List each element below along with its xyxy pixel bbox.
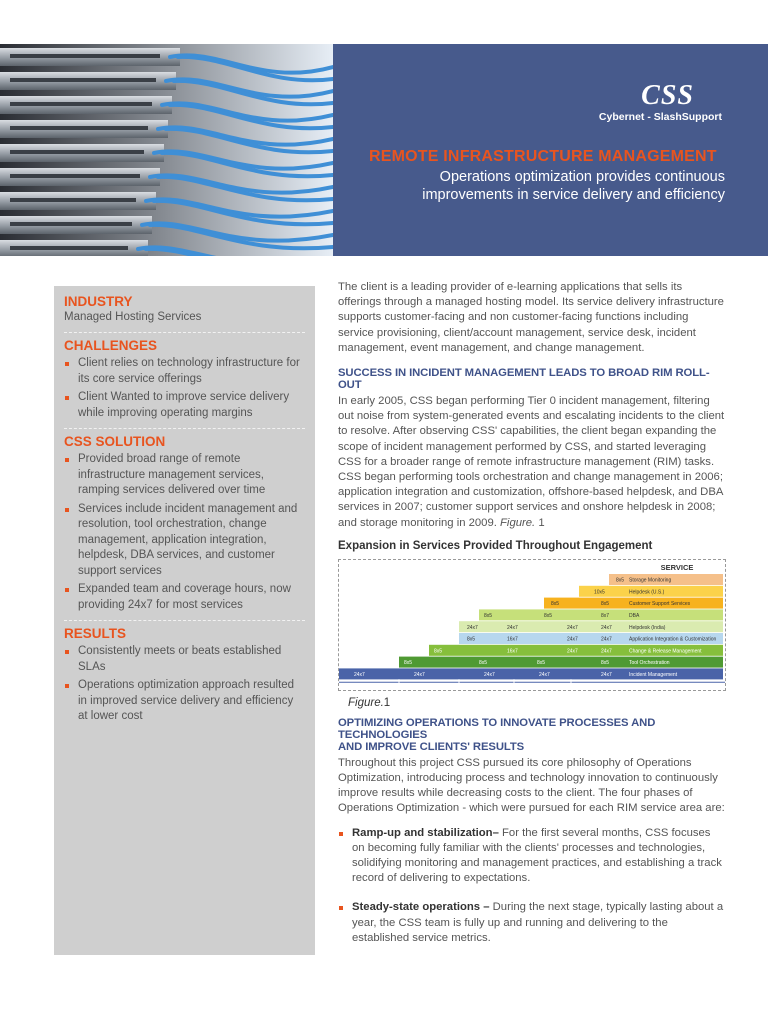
coverage-label: 8x5	[404, 660, 413, 667]
section2-heading-line-2: AND IMPROVE CLIENTS' RESULTS	[338, 740, 525, 753]
subtitle-line-1: Operations optimization provides continuous	[439, 169, 725, 185]
section2-heading	[338, 717, 726, 753]
server-slot	[10, 150, 144, 154]
server-slot	[10, 126, 148, 130]
subtitle-line-2: improvements in service delivery and efficiency	[422, 187, 725, 203]
phases-list	[338, 826, 726, 946]
figure-caption-word: Figure.	[348, 696, 384, 709]
chart-bar	[459, 621, 723, 632]
coverage-label: 24x7	[484, 671, 495, 678]
challenges-heading: CHALLENGES	[64, 338, 158, 353]
phase-title: Ramp-up and stabilization–	[352, 826, 499, 839]
coverage-label: 24x7	[507, 624, 518, 631]
intro-paragraph: The client is a leading provider of e-learning applications that sells its offerings through a managed hosting model. Its service delivery infrastructure supports customer-facing and non customer-facing functions including service provisioning, client/account management, service desk, incident management, event management, and change management.	[338, 281, 724, 354]
service-label: DBA	[629, 612, 640, 619]
figure-caption-num: 1	[383, 696, 391, 709]
figure-ref-word: Figure.	[500, 516, 536, 529]
server-slot	[10, 246, 128, 250]
service-expansion-chart	[338, 559, 726, 691]
coverage-label: 8x5	[551, 601, 560, 608]
server-slot	[10, 78, 156, 82]
results-list	[64, 644, 305, 725]
challenges-list	[64, 356, 305, 421]
list-item	[338, 900, 726, 946]
coverage-label: 24x7	[567, 636, 578, 643]
coverage-label: 8x7	[601, 612, 610, 619]
coverage-label: 8x5	[467, 636, 476, 643]
section1-text: In early 2005, CSS began performing Tier 0 incident management, filtering out noise from system-generated events and escalating incidents to the client to resolve. After observing CSS' capabilities, the client began expanding the scope of incident management performed by CSS, and started leveraging CSS for a broader range of remote infrastructure management (RIM) tasks. CSS began performing tools orchestration and change management in 2006; application integration and customization, offshore-based helpdesk, and DBA services in 2007; customer support services and onshore helpdesk in 2008; and storage monitoring in 2009.	[338, 395, 725, 529]
service-label: Customer Support Services	[629, 601, 691, 608]
page-title: REMOTE INFRASTRUCTURE MANAGEMENT	[369, 148, 717, 165]
phase-title: Steady-state operations –	[352, 901, 490, 914]
coverage-label: 24x7	[414, 671, 425, 678]
divider	[64, 428, 305, 429]
section2-paragraph: Throughout this project CSS pursued its core philosophy of Operations Optimization, introducing process and technology innovation to continuously improve results while decreasing costs to the client. The four phases of Operations Optimization - which were pursued for each RIM service area are:	[338, 756, 725, 815]
coverage-label: 8x5	[601, 660, 610, 667]
server-slot	[10, 102, 152, 106]
hero-banner	[0, 44, 768, 256]
figure-ref-num: 1	[538, 516, 545, 529]
list-item: Client relies on technology infrastructure for its core service offerings	[64, 356, 305, 387]
coverage-label: 8x5	[544, 612, 553, 619]
service-label: Application Integration & Customization	[629, 636, 717, 643]
logo-tagline: Cybernet - SlashSupport	[598, 111, 722, 123]
page-subtitle	[333, 168, 725, 204]
coverage-label: 24x7	[601, 671, 612, 678]
sidebar	[54, 286, 315, 955]
chart-header: SERVICE	[660, 562, 694, 572]
coverage-label: 8x5	[484, 612, 493, 619]
coverage-label: 8x5	[434, 648, 443, 655]
divider	[64, 332, 305, 333]
section1-heading: SUCCESS IN INCIDENT MANAGEMENT LEADS TO BROAD RIM ROLL-OUT	[338, 367, 710, 392]
coverage-label: 8x5	[601, 601, 610, 608]
coverage-label: 24x7	[354, 671, 365, 678]
figure-caption	[348, 697, 726, 709]
hero-panel	[333, 44, 768, 256]
server-rack-photo	[0, 44, 333, 256]
results-heading: RESULTS	[64, 626, 127, 641]
server-slot	[10, 198, 136, 202]
server-slot	[10, 174, 140, 178]
service-label: Change & Release Management	[629, 648, 702, 655]
list-item: Provided broad range of remote infrastructure management services, ramping services delivered over time	[64, 452, 305, 499]
coverage-label: 10x5	[594, 589, 605, 596]
list-item: Services include incident management and resolution, tool orchestration, change management, application integration, helpdesk, DBA services, and customer support services	[64, 502, 305, 580]
service-label: Tool Orchestration	[629, 660, 670, 667]
coverage-label: 8x5	[479, 660, 488, 667]
main-content	[338, 280, 726, 960]
coverage-label: 24x7	[567, 648, 578, 655]
service-label: Storage Monitoring	[629, 577, 672, 584]
phase-text: For the first several months, CSS focuses on becoming fully familiar with the clients' processes and technologies, solidifying monitoring and management practices, and establishing a track record of delivering to expectations.	[352, 826, 722, 885]
server-rack-illustration	[0, 44, 333, 256]
coverage-label: 16x7	[507, 648, 518, 655]
coverage-label: 8x5	[616, 577, 625, 584]
coverage-label: 24x7	[601, 648, 612, 655]
list-item	[338, 826, 726, 887]
list-item: Expanded team and coverage hours, now providing 24x7 for most services	[64, 582, 305, 613]
phase-text: During the next stage, typically lasting about a year, the CSS team is fully up and running and delivering to the established service metrics.	[352, 901, 724, 944]
list-item: Client Wanted to improve service delivery while improving operating margins	[64, 390, 305, 421]
css-logo: CSS	[641, 80, 694, 111]
coverage-label: 24x7	[539, 671, 550, 678]
service-label: Incident Management	[629, 671, 678, 678]
service-label: Helpdesk (India)	[629, 624, 666, 631]
server-slot	[10, 54, 160, 58]
section1-paragraph	[338, 394, 726, 531]
divider	[64, 620, 305, 621]
server-slot	[10, 222, 132, 226]
figure-title: Expansion in Services Provided Throughout Engagement	[338, 539, 653, 552]
industry-heading: INDUSTRY	[64, 294, 133, 309]
solution-list	[64, 452, 305, 613]
coverage-label: 16x7	[507, 636, 518, 643]
service-label: Helpdesk (U.S.)	[629, 589, 665, 596]
chart-svg	[339, 560, 725, 690]
list-item: Operations optimization approach resulted in improved service delivery and efficiency at lower cost	[64, 678, 305, 725]
coverage-label: 24x7	[601, 624, 612, 631]
chart-bar	[399, 656, 723, 667]
solution-heading: CSS SOLUTION	[64, 434, 166, 449]
coverage-label: 24x7	[467, 624, 478, 631]
coverage-label: 24x7	[601, 636, 612, 643]
coverage-label: 24x7	[567, 624, 578, 631]
coverage-label: 8x5	[537, 660, 546, 667]
list-item: Consistently meets or beats established SLAs	[64, 644, 305, 675]
industry-text: Managed Hosting Services	[64, 311, 202, 323]
section2-heading-line-1: OPTIMIZING OPERATIONS TO INNOVATE PROCESSES AND TECHNOLOGIES	[338, 716, 656, 741]
